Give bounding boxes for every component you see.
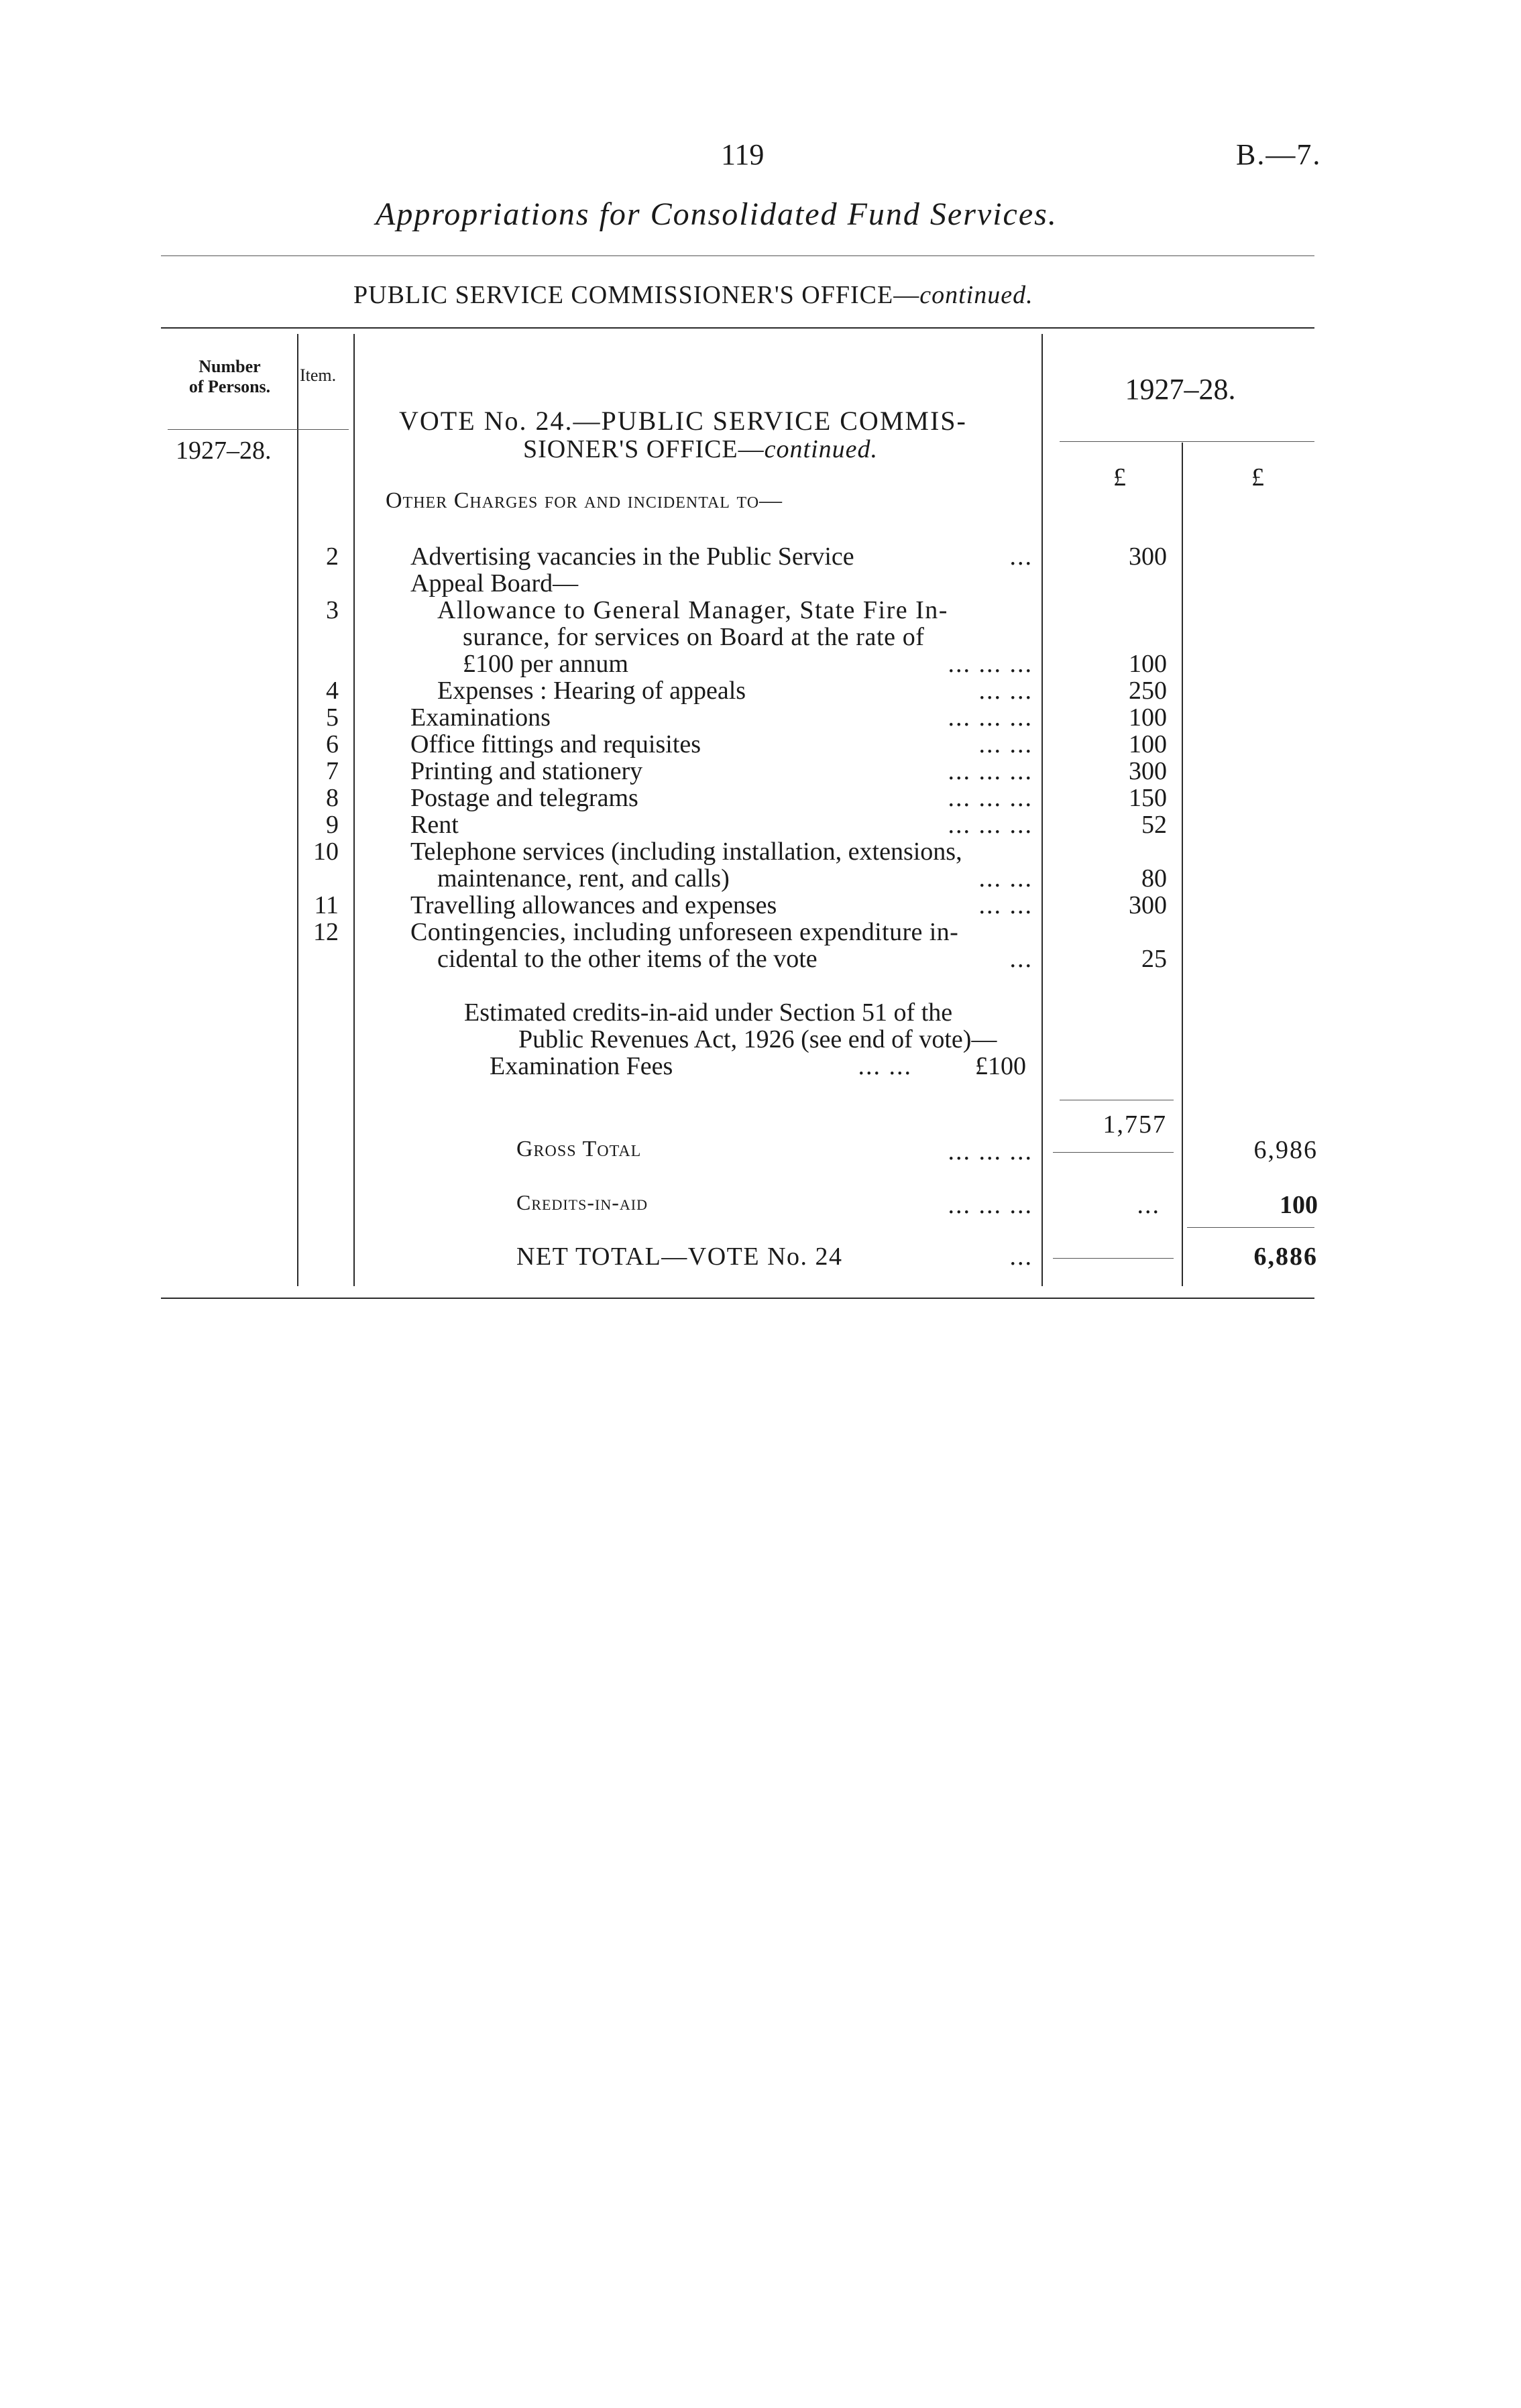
net-total-amount: 6,886 [1253, 1243, 1318, 1271]
credits-note-leaders: ... ... [858, 1052, 912, 1080]
row-description: Contingencies, including unforeseen expenditure in- [410, 918, 959, 946]
persons-column-divider [297, 334, 298, 1286]
row-description: £100 per annum [463, 650, 628, 678]
item-number: 9 [326, 811, 339, 839]
vote-title-line2 [523, 435, 878, 464]
row-description: Telephone services (including installation, extensions, [410, 838, 962, 866]
credits-note-amount: £100 [975, 1052, 1026, 1080]
row-leaders: ... ... [978, 864, 1033, 893]
document-reference: B.—7. [1236, 138, 1322, 171]
persons-header-line1: Number [199, 357, 261, 376]
net-total-label: NET TOTAL—VOTE No. 24 [516, 1243, 843, 1271]
persons-header-line2: of Persons. [188, 377, 271, 396]
row-amount: 250 [1129, 677, 1167, 705]
item-number: 4 [326, 677, 339, 705]
row-amount: 100 [1129, 650, 1167, 678]
page-title: Appropriations for Consolidated Fund Services. [376, 196, 1058, 232]
row-leaders: ... [1009, 945, 1033, 973]
pound-sign-column1: £ [1113, 463, 1126, 492]
amount-column-divider [1041, 334, 1043, 1286]
year-column-header: 1927–28. [1125, 373, 1236, 406]
row-leaders: ... ... ... [948, 703, 1033, 732]
item-number: 7 [326, 757, 339, 785]
item-column-header: Item. [300, 365, 337, 385]
net-total-leaders: ... [1009, 1243, 1033, 1271]
header-rule-right [1060, 441, 1314, 442]
row-description: Appeal Board— [410, 569, 579, 597]
row-description: Advertising vacancies in the Public Service [410, 542, 854, 571]
row-description: maintenance, rent, and calls) [437, 864, 730, 893]
item-number: 2 [326, 542, 339, 571]
persons-year: 1927–28. [176, 437, 272, 465]
title-rule [161, 255, 1314, 256]
row-amount: 300 [1129, 891, 1167, 919]
section-heading: Other Charges for and incidental to— [386, 488, 783, 513]
gross-total-rule [1053, 1152, 1174, 1153]
office-heading [353, 280, 1033, 310]
row-description: surance, for services on Board at the rate of [463, 623, 925, 651]
row-description: Allowance to General Manager, State Fire In- [437, 596, 948, 624]
item-number: 3 [326, 596, 339, 624]
credits-in-aid-amount: 100 [1280, 1191, 1318, 1219]
credits-note-line1: Estimated credits-in-aid under Section 51 of the [464, 998, 953, 1027]
credits-in-aid-label: Credits-in-aid [516, 1190, 648, 1214]
vote-title-line2-main: SIONER'S OFFICE— [523, 435, 765, 463]
row-description: Printing and stationery [410, 757, 643, 785]
credits-note-label: Examination Fees [490, 1052, 673, 1080]
subtotal-amount: 1,757 [1103, 1110, 1167, 1139]
row-description: Examinations [410, 703, 551, 732]
row-description: Office fittings and requisites [410, 730, 701, 758]
row-amount: 300 [1129, 757, 1167, 785]
persons-column-header [168, 357, 292, 397]
item-number: 6 [326, 730, 339, 758]
credits-in-aid-column1: ... [1137, 1191, 1160, 1219]
gross-total-leaders: ... ... ... [948, 1137, 1033, 1165]
row-description: Expenses : Hearing of appeals [437, 677, 746, 705]
row-amount: 100 [1129, 703, 1167, 732]
net-total-rule-column1 [1053, 1258, 1174, 1259]
credits-in-aid-rule [1187, 1227, 1314, 1228]
header-rule-left [168, 429, 349, 430]
office-heading-main: PUBLIC SERVICE COMMISSIONER'S OFFICE— [353, 281, 920, 309]
item-number: 10 [313, 838, 339, 866]
page-number: 119 [721, 138, 765, 171]
item-number: 8 [326, 784, 339, 812]
credits-note-line2: Public Revenues Act, 1926 (see end of vote)— [518, 1025, 997, 1053]
row-leaders: ... ... ... [948, 757, 1033, 785]
vote-title-line1: VOTE No. 24.—PUBLIC SERVICE COMMIS- [399, 406, 967, 436]
row-amount: 25 [1141, 945, 1167, 973]
vote-title-line2-continued: continued. [764, 435, 878, 463]
row-amount: 100 [1129, 730, 1167, 758]
row-amount: 150 [1129, 784, 1167, 812]
row-description: Rent [410, 811, 459, 839]
row-leaders: ... [1009, 542, 1033, 571]
item-number: 5 [326, 703, 339, 732]
item-column-divider [353, 334, 355, 1286]
item-number: 12 [313, 918, 339, 946]
gross-total-amount: 6,986 [1253, 1136, 1318, 1164]
row-description: Postage and telegrams [410, 784, 638, 812]
table-bottom-rule [161, 1298, 1314, 1299]
row-leaders: ... ... ... [948, 811, 1033, 839]
row-amount: 300 [1129, 542, 1167, 571]
row-leaders: ... ... [978, 677, 1033, 705]
office-heading-continued: continued. [919, 281, 1033, 309]
row-leaders: ... ... [978, 730, 1033, 758]
row-amount: 80 [1141, 864, 1167, 893]
gross-total-label: Gross Total [516, 1137, 642, 1161]
table-top-rule [161, 327, 1314, 329]
row-leaders: ... ... ... [948, 650, 1033, 678]
credits-in-aid-leaders: ... ... ... [948, 1191, 1033, 1219]
item-number: 11 [314, 891, 339, 919]
row-description: Travelling allowances and expenses [410, 891, 777, 919]
row-leaders: ... ... ... [948, 784, 1033, 812]
row-leaders: ... ... [978, 891, 1033, 919]
row-amount: 52 [1141, 811, 1167, 839]
row-description: cidental to the other items of the vote [437, 945, 818, 973]
pound-sign-column2: £ [1251, 463, 1264, 492]
subamount-column-divider [1182, 443, 1183, 1286]
